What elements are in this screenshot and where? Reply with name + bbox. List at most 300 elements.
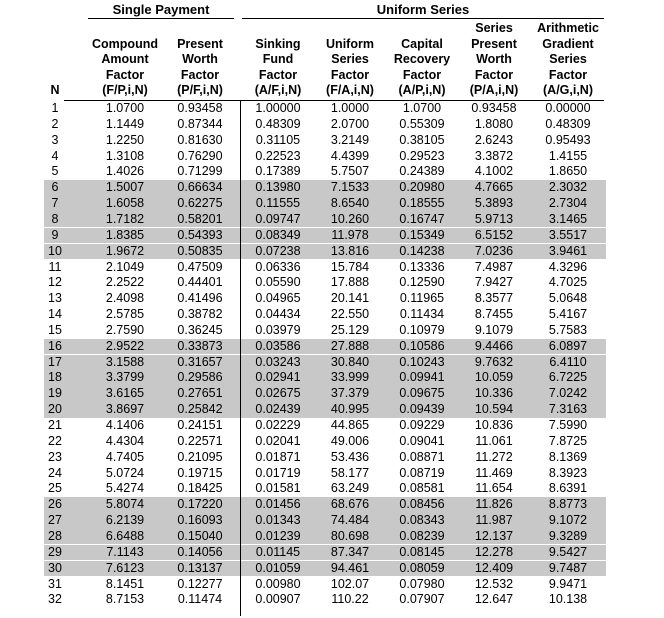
cell-series-present-worth: 10.594 xyxy=(474,402,514,417)
cell-arithmetic-gradient: 0.95493 xyxy=(545,132,591,147)
cell-arithmetic-gradient: 5.4167 xyxy=(548,307,588,322)
cell-arithmetic-gradient: 7.5990 xyxy=(548,418,588,432)
table-row xyxy=(44,497,606,513)
cell-uniform-series: 58.177 xyxy=(330,465,370,480)
cell-compound-amount: 1.0700 xyxy=(105,101,145,115)
cell-present-worth: 0.11474 xyxy=(177,592,223,607)
cell-series-present-worth: 10.059 xyxy=(474,370,514,385)
cell-compound-amount: 6.6488 xyxy=(105,528,145,543)
cell-n: 2 xyxy=(51,116,59,131)
cell-compound-amount: 4.4304 xyxy=(105,433,145,448)
group-header-uniform-series: Uniform Series xyxy=(376,2,470,17)
cell-n: 28 xyxy=(48,528,62,543)
cell-n: 21 xyxy=(48,418,62,432)
cell-arithmetic-gradient: 9.1072 xyxy=(548,513,588,528)
cell-present-worth: 0.71299 xyxy=(177,164,223,179)
cell-compound-amount: 8.1451 xyxy=(105,576,145,591)
cell-uniform-series: 17.888 xyxy=(330,275,370,290)
cell-series-present-worth: 2.6243 xyxy=(474,132,514,147)
cell-arithmetic-gradient: 2.7304 xyxy=(548,196,588,211)
cell-capital-recovery: 0.07907 xyxy=(399,592,445,607)
cell-capital-recovery: 0.15349 xyxy=(399,227,445,242)
cell-capital-recovery: 0.24389 xyxy=(399,164,445,179)
cell-sinking-fund: 0.01343 xyxy=(255,513,301,528)
cell-compound-amount: 1.6058 xyxy=(105,196,145,211)
cell-sinking-fund: 0.03586 xyxy=(255,338,301,353)
cell-capital-recovery: 0.08239 xyxy=(399,528,445,543)
cell-capital-recovery: 0.11965 xyxy=(399,291,445,306)
cell-sinking-fund: 0.00907 xyxy=(255,592,301,607)
table-row xyxy=(44,450,606,466)
cell-present-worth: 0.12277 xyxy=(177,576,223,591)
cell-n: 9 xyxy=(51,227,59,242)
cell-arithmetic-gradient: 8.3923 xyxy=(548,465,588,480)
cell-sinking-fund: 0.00980 xyxy=(255,576,301,591)
cell-sinking-fund: 0.01456 xyxy=(255,497,301,512)
cell-sinking-fund: 0.17389 xyxy=(255,164,301,179)
table-row xyxy=(44,244,606,260)
cell-present-worth: 0.33873 xyxy=(177,338,223,353)
cell-present-worth: 0.19715 xyxy=(177,465,223,480)
cell-series-present-worth: 9.1079 xyxy=(474,322,514,337)
cell-uniform-series: 40.995 xyxy=(330,402,370,417)
cell-compound-amount: 4.7405 xyxy=(105,449,145,464)
cell-n: 17 xyxy=(48,354,62,369)
cell-compound-amount: 5.4274 xyxy=(105,481,145,496)
cell-arithmetic-gradient: 0.00000 xyxy=(545,101,591,115)
cell-sinking-fund: 0.48309 xyxy=(255,116,301,131)
table-row xyxy=(44,196,606,212)
cell-arithmetic-gradient: 7.3163 xyxy=(548,402,588,417)
cell-compound-amount: 7.1143 xyxy=(106,544,144,559)
table-row xyxy=(44,513,606,529)
cell-sinking-fund: 0.06336 xyxy=(255,259,301,274)
group-underline-single-payment xyxy=(88,18,234,19)
cell-present-worth: 0.16093 xyxy=(177,513,223,528)
cell-present-worth: 0.66634 xyxy=(177,180,223,195)
cell-series-present-worth: 7.4987 xyxy=(474,259,514,274)
cell-arithmetic-gradient: 0.48309 xyxy=(545,116,591,131)
cell-sinking-fund: 0.02229 xyxy=(255,418,301,432)
cell-compound-amount: 2.2522 xyxy=(105,275,145,290)
cell-n: 29 xyxy=(48,544,62,559)
cell-present-worth: 0.21095 xyxy=(177,449,223,464)
cell-present-worth: 0.93458 xyxy=(177,101,223,115)
cell-uniform-series: 7.1533 xyxy=(330,180,370,195)
cell-present-worth: 0.38782 xyxy=(177,307,223,322)
cell-series-present-worth: 8.3577 xyxy=(474,291,514,306)
cell-compound-amount: 1.4026 xyxy=(105,164,145,179)
cell-n: 23 xyxy=(48,449,62,464)
cell-capital-recovery: 0.12590 xyxy=(399,275,445,290)
cell-uniform-series: 5.7507 xyxy=(330,164,370,179)
cell-compound-amount: 2.7590 xyxy=(105,322,145,337)
cell-compound-amount: 4.1406 xyxy=(105,418,145,432)
cell-compound-amount: 1.2250 xyxy=(105,132,145,147)
column-separator-single-uniform xyxy=(240,100,241,616)
table-row xyxy=(44,133,606,149)
cell-sinking-fund: 0.01581 xyxy=(255,481,301,496)
table-row xyxy=(44,117,606,133)
cell-capital-recovery: 0.20980 xyxy=(399,180,445,195)
cell-uniform-series: 1.0000 xyxy=(330,101,370,115)
cell-capital-recovery: 0.10979 xyxy=(399,322,445,337)
cell-uniform-series: 80.698 xyxy=(330,528,370,543)
cell-uniform-series: 102.07 xyxy=(330,576,370,591)
cell-sinking-fund: 0.03243 xyxy=(255,354,301,369)
cell-uniform-series: 37.379 xyxy=(330,386,370,401)
cell-present-worth: 0.54393 xyxy=(177,227,223,242)
cell-capital-recovery: 0.08581 xyxy=(399,481,445,496)
cell-sinking-fund: 0.01719 xyxy=(255,465,301,480)
cell-sinking-fund: 1.00000 xyxy=(255,101,301,115)
cell-n: 19 xyxy=(48,386,62,401)
cell-arithmetic-gradient: 8.1369 xyxy=(548,449,588,464)
cell-arithmetic-gradient: 5.0648 xyxy=(548,291,588,306)
cell-uniform-series: 94.461 xyxy=(330,560,370,575)
cell-capital-recovery: 0.08343 xyxy=(399,513,445,528)
cell-compound-amount: 2.1049 xyxy=(105,259,145,274)
cell-n: 30 xyxy=(48,560,62,575)
table-row xyxy=(44,434,606,450)
cell-compound-amount: 2.5785 xyxy=(105,307,145,322)
cell-capital-recovery: 0.08456 xyxy=(399,497,445,512)
cell-uniform-series: 8.6540 xyxy=(330,196,370,211)
cell-n: 32 xyxy=(48,592,62,607)
table-row xyxy=(44,228,606,244)
cell-uniform-series: 30.840 xyxy=(330,354,370,369)
cell-capital-recovery: 0.08059 xyxy=(399,560,445,575)
cell-uniform-series: 15.784 xyxy=(330,259,370,274)
cell-uniform-series: 2.0700 xyxy=(330,116,370,131)
cell-compound-amount: 7.6123 xyxy=(105,560,145,575)
cell-series-present-worth: 8.7455 xyxy=(474,307,514,322)
table-row xyxy=(44,101,606,117)
cell-capital-recovery: 0.09941 xyxy=(399,370,445,385)
cell-uniform-series: 63.249 xyxy=(330,481,370,496)
table-row xyxy=(44,275,606,291)
cell-arithmetic-gradient: 6.7225 xyxy=(548,370,588,385)
cell-present-worth: 0.31657 xyxy=(177,354,223,369)
cell-present-worth: 0.36245 xyxy=(177,322,223,337)
cell-series-present-worth: 3.3872 xyxy=(474,148,514,163)
cell-n: 18 xyxy=(48,370,62,385)
table-row xyxy=(44,339,606,355)
cell-series-present-worth: 7.0236 xyxy=(474,243,514,258)
cell-present-worth: 0.29586 xyxy=(177,370,223,385)
cell-arithmetic-gradient: 8.8773 xyxy=(548,497,588,512)
cell-arithmetic-gradient: 4.3296 xyxy=(548,259,588,274)
cell-uniform-series: 68.676 xyxy=(330,497,370,512)
cell-n: 31 xyxy=(48,576,62,591)
cell-uniform-series: 110.22 xyxy=(331,592,369,607)
table-row xyxy=(44,466,606,482)
cell-arithmetic-gradient: 6.4110 xyxy=(549,354,587,369)
cell-compound-amount: 3.1588 xyxy=(105,354,145,369)
cell-uniform-series: 33.999 xyxy=(330,370,370,385)
cell-uniform-series: 10.260 xyxy=(330,211,370,226)
cell-series-present-worth: 1.8080 xyxy=(474,116,514,131)
cell-present-worth: 0.15040 xyxy=(177,528,223,543)
cell-arithmetic-gradient: 7.0242 xyxy=(548,386,588,401)
table-row xyxy=(44,386,606,402)
cell-arithmetic-gradient: 9.5427 xyxy=(548,544,588,559)
cell-capital-recovery: 0.08719 xyxy=(399,465,445,480)
cell-n: 26 xyxy=(48,497,62,512)
cell-compound-amount: 1.1449 xyxy=(105,116,145,131)
cell-capital-recovery: 0.10586 xyxy=(399,338,445,353)
cell-sinking-fund: 0.04965 xyxy=(255,291,301,306)
cell-sinking-fund: 0.07238 xyxy=(255,243,301,258)
cell-n: 10 xyxy=(48,243,62,258)
table-row xyxy=(44,529,606,545)
cell-n: 27 xyxy=(48,513,62,528)
cell-series-present-worth: 6.5152 xyxy=(474,227,514,242)
cell-compound-amount: 6.2139 xyxy=(105,513,145,528)
cell-sinking-fund: 0.04434 xyxy=(255,307,301,322)
cell-uniform-series: 13.816 xyxy=(330,243,370,258)
cell-arithmetic-gradient: 2.3032 xyxy=(548,180,588,195)
cell-capital-recovery: 0.55309 xyxy=(399,116,445,131)
cell-series-present-worth: 7.9427 xyxy=(474,275,514,290)
cell-compound-amount: 1.7182 xyxy=(105,211,145,226)
cell-present-worth: 0.58201 xyxy=(177,211,223,226)
cell-sinking-fund: 0.01059 xyxy=(255,560,301,575)
cell-uniform-series: 22.550 xyxy=(330,307,370,322)
cell-capital-recovery: 1.0700 xyxy=(402,101,442,115)
cell-series-present-worth: 0.93458 xyxy=(471,101,517,115)
column-header-capital-recovery: Capital Recovery Factor (A/P,i,N) xyxy=(393,36,451,98)
cell-capital-recovery: 0.18555 xyxy=(399,196,445,211)
cell-present-worth: 0.44401 xyxy=(177,275,223,290)
cell-present-worth: 0.50835 xyxy=(177,243,223,258)
cell-compound-amount: 5.0724 xyxy=(105,465,145,480)
table-row xyxy=(44,402,606,418)
column-header-compound-amount: Compound Amount Factor (F/P,i,N) xyxy=(92,36,158,98)
cell-sinking-fund: 0.05590 xyxy=(255,275,301,290)
cell-sinking-fund: 0.01145 xyxy=(255,544,301,559)
cell-compound-amount: 1.3108 xyxy=(105,148,145,163)
cell-compound-amount: 1.8385 xyxy=(105,227,145,242)
cell-sinking-fund: 0.08349 xyxy=(255,227,301,242)
cell-sinking-fund: 0.01239 xyxy=(255,528,301,543)
cell-compound-amount: 3.6165 xyxy=(105,386,145,401)
cell-present-worth: 0.18425 xyxy=(177,481,223,496)
cell-present-worth: 0.14056 xyxy=(177,544,223,559)
cell-n: 11 xyxy=(48,259,62,274)
table-row xyxy=(44,592,606,608)
cell-arithmetic-gradient: 3.9461 xyxy=(548,243,588,258)
cell-uniform-series: 74.484 xyxy=(330,513,370,528)
cell-present-worth: 0.47509 xyxy=(177,259,223,274)
cell-present-worth: 0.24151 xyxy=(177,418,223,432)
cell-arithmetic-gradient: 3.1465 xyxy=(548,211,588,226)
cell-present-worth: 0.87344 xyxy=(177,116,223,131)
cell-n: 20 xyxy=(48,402,62,417)
cell-series-present-worth: 12.532 xyxy=(474,576,514,591)
cell-n: 16 xyxy=(48,338,62,353)
cell-compound-amount: 3.3799 xyxy=(105,370,145,385)
cell-uniform-series: 27.888 xyxy=(330,338,370,353)
cell-sinking-fund: 0.13980 xyxy=(255,180,301,195)
cell-compound-amount: 1.9672 xyxy=(105,243,145,258)
cell-series-present-worth: 12.409 xyxy=(474,560,514,575)
cell-series-present-worth: 4.7665 xyxy=(474,180,514,195)
table-row xyxy=(44,418,606,434)
cell-n: 22 xyxy=(48,433,62,448)
cell-series-present-worth: 12.647 xyxy=(474,592,514,607)
cell-series-present-worth: 10.336 xyxy=(474,386,514,401)
cell-series-present-worth: 11.469 xyxy=(475,465,513,480)
cell-series-present-worth: 10.836 xyxy=(474,418,514,432)
cell-n: 14 xyxy=(48,307,62,322)
cell-present-worth: 0.76290 xyxy=(177,148,223,163)
cell-n: 12 xyxy=(48,275,62,290)
cell-n: 7 xyxy=(51,196,59,211)
cell-capital-recovery: 0.09675 xyxy=(399,386,445,401)
cell-arithmetic-gradient: 1.8650 xyxy=(548,164,588,179)
table-row xyxy=(44,212,606,228)
column-header-n: N xyxy=(50,83,60,98)
cell-present-worth: 0.27651 xyxy=(177,386,223,401)
cell-arithmetic-gradient: 10.138 xyxy=(548,592,588,607)
cell-n: 15 xyxy=(48,322,62,337)
cell-capital-recovery: 0.38105 xyxy=(399,132,445,147)
cell-arithmetic-gradient: 6.0897 xyxy=(548,338,588,353)
cell-series-present-worth: 9.7632 xyxy=(474,354,514,369)
table-row xyxy=(44,355,606,371)
cell-capital-recovery: 0.11434 xyxy=(399,307,445,322)
cell-sinking-fund: 0.02041 xyxy=(255,433,301,448)
cell-present-worth: 0.22571 xyxy=(177,433,223,448)
cell-capital-recovery: 0.07980 xyxy=(399,576,445,591)
cell-uniform-series: 20.141 xyxy=(330,291,370,306)
table-row xyxy=(44,370,606,386)
cell-sinking-fund: 0.01871 xyxy=(255,449,301,464)
cell-uniform-series: 3.2149 xyxy=(330,132,370,147)
cell-arithmetic-gradient: 5.7583 xyxy=(548,322,588,337)
cell-arithmetic-gradient: 4.7025 xyxy=(548,275,588,290)
cell-series-present-worth: 11.654 xyxy=(475,481,513,496)
cell-sinking-fund: 0.03979 xyxy=(255,322,301,337)
table-row xyxy=(44,577,606,593)
cell-series-present-worth: 11.061 xyxy=(475,433,513,448)
cell-sinking-fund: 0.02675 xyxy=(255,386,301,401)
cell-arithmetic-gradient: 9.7487 xyxy=(548,560,588,575)
table-row xyxy=(44,561,606,577)
cell-arithmetic-gradient: 7.8725 xyxy=(548,433,588,448)
cell-series-present-worth: 12.137 xyxy=(474,528,514,543)
cell-compound-amount: 2.9522 xyxy=(105,338,145,353)
cell-sinking-fund: 0.31105 xyxy=(255,132,301,147)
group-underline-uniform-series xyxy=(242,18,604,19)
cell-n: 4 xyxy=(51,148,59,163)
table-row xyxy=(44,149,606,165)
cell-capital-recovery: 0.29523 xyxy=(399,148,445,163)
cell-present-worth: 0.81630 xyxy=(177,132,223,147)
cell-series-present-worth: 5.3893 xyxy=(474,196,514,211)
cell-n: 1 xyxy=(51,101,59,115)
cell-capital-recovery: 0.08145 xyxy=(399,544,445,559)
column-header-sinking-fund: Sinking Fund Factor (A/F,i,N) xyxy=(254,36,302,98)
column-header-arithmetic-gradient: Arithmetic Gradient Series Factor (A/G,i,N) xyxy=(537,21,599,98)
cell-capital-recovery: 0.10243 xyxy=(399,354,445,369)
cell-uniform-series: 53.436 xyxy=(330,449,370,464)
cell-compound-amount: 3.8697 xyxy=(105,402,145,417)
cell-n: 24 xyxy=(48,465,62,480)
cell-present-worth: 0.62275 xyxy=(177,196,223,211)
cell-sinking-fund: 0.09747 xyxy=(255,211,301,226)
cell-n: 6 xyxy=(51,180,59,195)
cell-uniform-series: 4.4399 xyxy=(330,148,370,163)
cell-uniform-series: 25.129 xyxy=(330,322,370,337)
table-row xyxy=(44,291,606,307)
cell-arithmetic-gradient: 9.9471 xyxy=(548,576,588,591)
cell-compound-amount: 8.7153 xyxy=(105,592,145,607)
cell-uniform-series: 11.978 xyxy=(331,227,369,242)
table-row xyxy=(44,180,606,196)
table-row xyxy=(44,307,606,323)
cell-compound-amount: 5.8074 xyxy=(105,497,145,512)
cell-capital-recovery: 0.09439 xyxy=(399,402,445,417)
cell-series-present-worth: 11.272 xyxy=(475,449,513,464)
cell-n: 8 xyxy=(51,211,59,226)
table-row xyxy=(44,481,606,497)
cell-capital-recovery: 0.13336 xyxy=(399,259,445,274)
cell-uniform-series: 49.006 xyxy=(330,433,370,448)
cell-series-present-worth: 11.826 xyxy=(475,497,513,512)
cell-arithmetic-gradient: 8.6391 xyxy=(548,481,588,496)
column-header-present-worth: Present Worth Factor (P/F,i,N) xyxy=(177,36,223,98)
cell-capital-recovery: 0.09229 xyxy=(399,418,445,432)
cell-series-present-worth: 11.987 xyxy=(475,513,513,528)
column-header-uniform-series: Uniform Series Factor (F/A,i,N) xyxy=(326,36,374,98)
cell-n: 5 xyxy=(51,164,59,179)
cell-arithmetic-gradient: 3.5517 xyxy=(548,227,588,242)
cell-uniform-series: 87.347 xyxy=(330,544,370,559)
cell-arithmetic-gradient: 1.4155 xyxy=(548,148,588,163)
cell-uniform-series: 44.865 xyxy=(330,418,370,432)
cell-series-present-worth: 4.1002 xyxy=(474,164,514,179)
cell-sinking-fund: 0.11555 xyxy=(255,196,301,211)
cell-present-worth: 0.17220 xyxy=(177,497,223,512)
cell-n: 25 xyxy=(48,481,62,496)
cell-capital-recovery: 0.16747 xyxy=(399,211,445,226)
table-row xyxy=(44,260,606,276)
table-row xyxy=(44,323,606,339)
cell-series-present-worth: 5.9713 xyxy=(474,211,514,226)
cell-capital-recovery: 0.14238 xyxy=(399,243,445,258)
cell-present-worth: 0.25842 xyxy=(177,402,223,417)
cell-sinking-fund: 0.02941 xyxy=(255,370,301,385)
cell-present-worth: 0.13137 xyxy=(177,560,223,575)
cell-sinking-fund: 0.22523 xyxy=(255,148,301,163)
cell-capital-recovery: 0.08871 xyxy=(399,449,445,464)
cell-present-worth: 0.41496 xyxy=(177,291,223,306)
table-row xyxy=(44,545,606,561)
cell-series-present-worth: 9.4466 xyxy=(474,338,514,353)
cell-arithmetic-gradient: 9.3289 xyxy=(548,528,588,543)
cell-n: 3 xyxy=(51,132,59,147)
column-header-series-present-worth: Series Present Worth Factor (P/A,i,N) xyxy=(469,21,519,98)
cell-compound-amount: 1.5007 xyxy=(105,180,145,195)
cell-sinking-fund: 0.02439 xyxy=(255,402,301,417)
table-row xyxy=(44,164,606,180)
group-header-single-payment: Single Payment xyxy=(112,2,210,17)
cell-capital-recovery: 0.09041 xyxy=(399,433,445,448)
cell-series-present-worth: 12.278 xyxy=(474,544,514,559)
cell-compound-amount: 2.4098 xyxy=(105,291,145,306)
